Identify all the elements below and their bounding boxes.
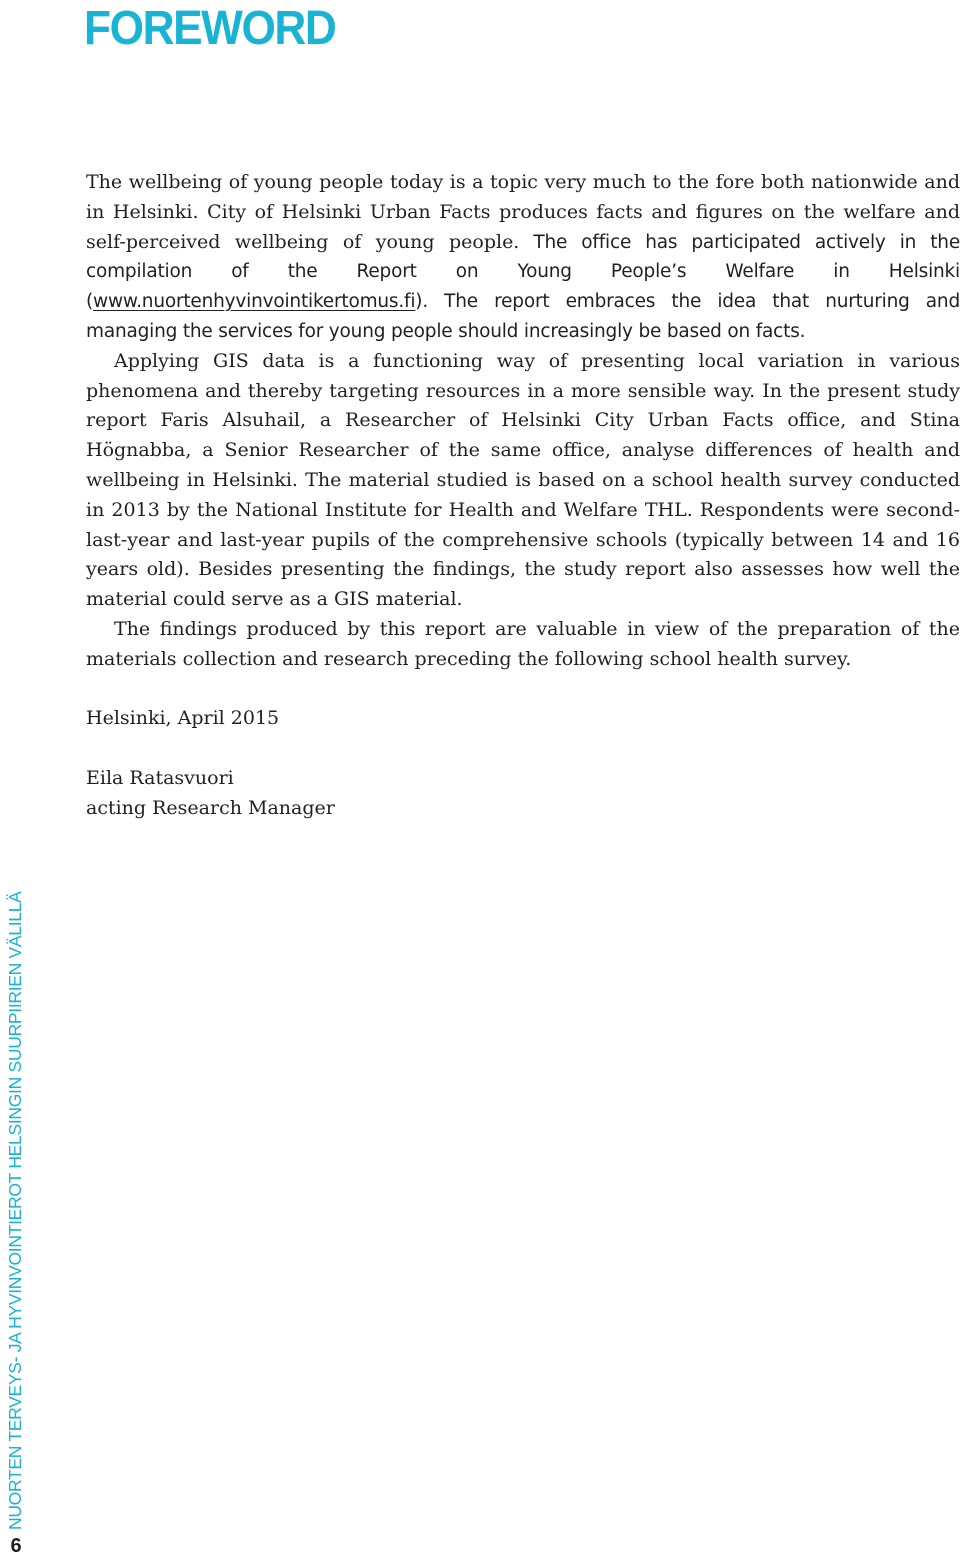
report-website-link[interactable]: www.nuortenhyvinvointikertomus.fi <box>93 291 416 313</box>
paragraph-intro-text-3: ). The report embraces the idea that nurturing and managing the services for young people should increasingly be based on facts. <box>86 291 960 342</box>
paragraph-intro <box>86 168 960 347</box>
paragraph-findings: The findings produced by this report are valuable in view of the preparation of the materials collection and research preceding the following school health survey. <box>86 617 960 670</box>
paragraph-intro-text-2a: The office has participated actively in the compilation of the Report on Young People’s Welfare in Helsinki ( <box>86 231 960 313</box>
signature-block <box>86 764 335 824</box>
paragraph-gis: Applying GIS data is a functioning way of presenting local variation in various phenomena and thereby targeting resources in a more sensible way. In the present study report Faris Alsuhail, a Researcher of Helsinki City Urban Facts office, and Stina Högnabba, a Senior Researcher of the same office, analyse differences of health and wellbeing in Helsinki. The material studied is based on a school health survey conducted in 2013 by the National Institute for Health and Welfare THL. Respondents were second-last-year and last-year pupils of the comprehensive schools (typically between 14 and 16 years old). Besides presenting the findings, the study report also assesses how well the material could serve as a GIS material. <box>86 349 960 611</box>
place-and-date <box>86 704 279 734</box>
place-date-text: Helsinki, April 2015 <box>86 707 280 729</box>
running-title-vertical: NUORTEN TERVEYS- JA HYVINVOINTIEROT HELSINGIN SUURPIIRIEN VÄLILLÄ <box>5 891 25 1530</box>
signatory-name: Eila Ratasvuori <box>86 767 234 789</box>
foreword-body <box>86 168 960 675</box>
page-number: 6 <box>10 1535 22 1557</box>
paragraph-intro-text-1: The wellbeing of young people today is a topic very much to the fore both nationwide and in Helsinki. City of Helsinki Urban Facts produces facts and figures on the welfare and self-perceived wellbeing of young people. <box>86 171 960 253</box>
signatory-role: acting Research Manager <box>86 796 335 819</box>
page-title: FOREWORD <box>84 2 336 55</box>
